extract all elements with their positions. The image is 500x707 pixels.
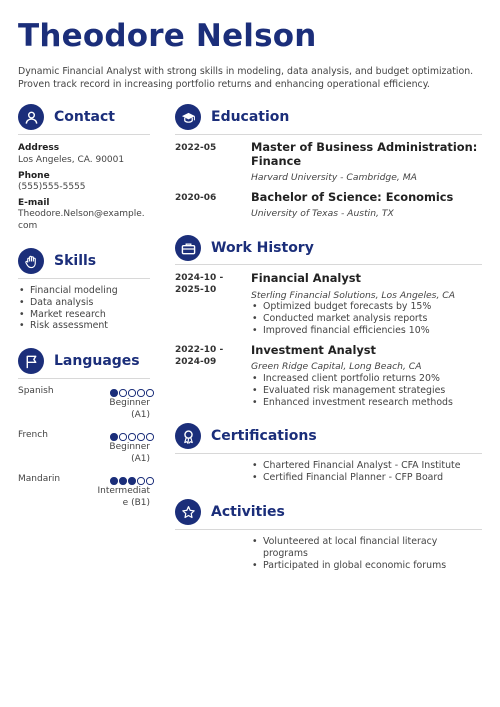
activities-title: Activities xyxy=(211,504,285,520)
certifications-title: Certifications xyxy=(211,428,317,444)
education-title: Education xyxy=(211,109,290,125)
work-date-start: 2024-10 - xyxy=(175,273,224,283)
work-title: Work History xyxy=(211,240,314,256)
summary: Dynamic Financial Analyst with strong skills in modeling, data analysis, and budget optimization. Proven track record in increasing portfolio returns and enhancing operational efficiency. xyxy=(18,66,474,90)
language-level-dots xyxy=(110,389,154,397)
ribbon-icon xyxy=(175,423,201,449)
graduation-cap-icon xyxy=(175,104,201,130)
phone-label: Phone xyxy=(18,171,50,181)
certification-item: • Chartered Financial Analyst - CFA Institute xyxy=(251,460,482,472)
job-bullets xyxy=(251,373,482,408)
language-name: Mandarin xyxy=(18,474,61,484)
skill-item: • Data analysis xyxy=(18,297,150,309)
work-date-end: 2024-09 xyxy=(175,357,217,367)
skill-item: • Market research xyxy=(18,309,150,321)
work-divider xyxy=(175,264,482,265)
person-icon xyxy=(18,104,44,130)
skill-item: • Risk assessment xyxy=(18,320,150,332)
certifications-heading xyxy=(175,423,317,449)
address-label: Address xyxy=(18,143,60,153)
certification-item: • Certified Financial Planner - CFP Board xyxy=(251,472,482,484)
star-icon xyxy=(175,499,201,525)
language-level-code: (A1) xyxy=(131,410,150,420)
flag-icon xyxy=(18,348,44,374)
email-value-line2[interactable]: com xyxy=(18,221,38,231)
email-value-line1[interactable]: Theodore.Nelson@example. xyxy=(18,209,145,219)
education-date: 2020-06 xyxy=(175,193,217,203)
activity-item: • Participated in global economic forums xyxy=(251,560,451,572)
education-date: 2022-05 xyxy=(175,143,217,153)
candidate-name: Theodore Nelson xyxy=(18,18,317,54)
language-name: French xyxy=(18,430,48,440)
briefcase-icon xyxy=(175,235,201,261)
job-bullet: • Optimized budget forecasts by 15% xyxy=(251,301,482,313)
degree-title-cont: Finance xyxy=(251,154,302,168)
work-heading xyxy=(175,235,314,261)
language-level-dots xyxy=(110,433,154,441)
activities-list xyxy=(251,536,451,571)
contact-divider xyxy=(18,134,150,135)
company: Green Ridge Capital, Long Beach, CA xyxy=(251,361,422,372)
degree-title: Master of Business Administration: xyxy=(251,140,478,154)
language-name: Spanish xyxy=(18,386,54,396)
certifications-divider xyxy=(175,453,482,454)
school: University of Texas - Austin, TX xyxy=(251,208,394,219)
job-bullet: • Enhanced investment research methods xyxy=(251,397,482,409)
school: Harvard University - Cambridge, MA xyxy=(251,172,417,183)
phone-value: (555)555-5555 xyxy=(18,182,86,192)
contact-title: Contact xyxy=(54,109,115,125)
languages-title: Languages xyxy=(54,353,140,369)
work-date-start: 2022-10 - xyxy=(175,345,224,355)
work-date-end: 2025-10 xyxy=(175,285,217,295)
job-bullet: • Evaluated risk management strategies xyxy=(251,385,482,397)
education-divider xyxy=(175,134,482,135)
skill-item: • Financial modeling xyxy=(18,285,150,297)
language-level-dots xyxy=(110,477,154,485)
contact-heading xyxy=(18,104,115,130)
job-bullet: • Improved financial efficiencies 10% xyxy=(251,325,482,337)
job-title: Investment Analyst xyxy=(251,343,377,357)
skills-divider xyxy=(18,278,150,279)
job-bullet: • Conducted market analysis reports xyxy=(251,313,482,325)
language-level: Intermediat xyxy=(97,486,150,496)
degree-title: Bachelor of Science: Economics xyxy=(251,190,454,204)
email-label: E-mail xyxy=(18,198,50,208)
certifications-list xyxy=(251,460,482,484)
hand-icon xyxy=(18,248,44,274)
job-bullets xyxy=(251,301,482,336)
language-level-code: e (B1) xyxy=(122,498,150,508)
languages-divider xyxy=(18,378,150,379)
skills-heading xyxy=(18,248,96,274)
activities-divider xyxy=(175,529,482,530)
activity-item: • Volunteered at local financial literacy programs xyxy=(251,536,451,560)
address-value: Los Angeles, CA. 90001 xyxy=(18,155,125,165)
language-level: Beginner xyxy=(109,398,150,408)
languages-heading xyxy=(18,348,140,374)
job-title: Financial Analyst xyxy=(251,271,361,285)
skills-title: Skills xyxy=(54,253,97,269)
education-heading xyxy=(175,104,289,130)
company: Sterling Financial Solutions, Los Angeles, CA xyxy=(251,290,455,301)
language-level-code: (A1) xyxy=(131,454,150,464)
language-level: Beginner xyxy=(109,442,150,452)
activities-heading xyxy=(175,499,285,525)
skills-list xyxy=(18,285,150,332)
job-bullet: • Increased client portfolio returns 20% xyxy=(251,373,482,385)
